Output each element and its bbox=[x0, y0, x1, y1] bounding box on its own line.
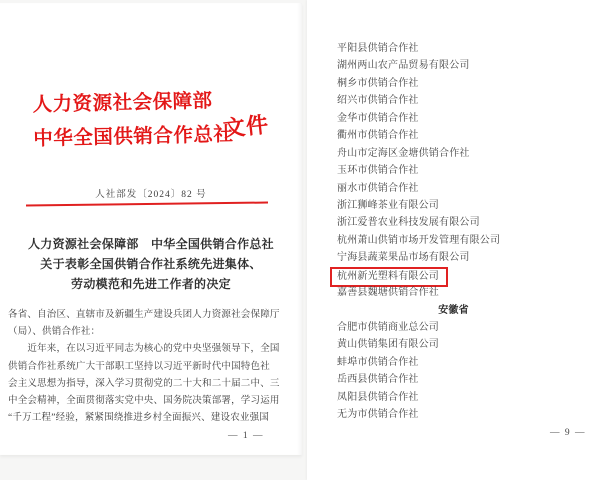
list-item: 合肥市供销商业总公司 bbox=[337, 322, 439, 333]
body-line: （局）、供销合作社： bbox=[8, 327, 101, 338]
page-number-9: — 9 — bbox=[550, 428, 586, 438]
list-item: 蚌埠市供销合作社 bbox=[337, 356, 419, 368]
body-line: 近年来，在以习近平同志为核心的党中央坚强领导下，全国 bbox=[8, 344, 280, 355]
list-item-highlighted bbox=[307, 267, 600, 284]
letterhead bbox=[0, 89, 302, 163]
agency-line-2: 中华全国供销合作总社 bbox=[33, 124, 234, 150]
list-item: 嘉善县魏塘供销合作社 bbox=[337, 287, 439, 299]
list-item: 无为市供销合作社 bbox=[337, 409, 419, 421]
list-item: 湖州两山农产品贸易有限公司 bbox=[337, 60, 470, 72]
list-item: 玉环市供销合作社 bbox=[337, 165, 419, 177]
title-line-3: 劳动模范和先进工作者的决定 bbox=[71, 277, 231, 291]
red-divider-line bbox=[26, 202, 268, 207]
awardee-list bbox=[307, 40, 600, 424]
document-title bbox=[0, 234, 302, 294]
highlighted-company-name: 杭州新光塑料有限公司 bbox=[337, 270, 439, 282]
list-item: 桐乡市供销合作社 bbox=[337, 77, 419, 89]
list-item: 杭州萧山供销市场开发管理有限公司 bbox=[337, 234, 501, 246]
body-line: 中全会精神，全面贯彻落实党中央、国务院决策部署，学习运用 bbox=[8, 396, 280, 407]
page-number-1: — 1 — bbox=[228, 431, 264, 441]
document-page-1 bbox=[0, 3, 302, 455]
list-item: 丽水市供销合作社 bbox=[337, 182, 419, 194]
list-item: 舟山市定海区金塘供销合作社 bbox=[337, 147, 470, 159]
title-line-2: 关于表彰全国供销合作社系统先进集体、 bbox=[40, 257, 262, 271]
document-number: 人社部发〔2024〕82 号 bbox=[95, 190, 207, 200]
list-item: 绍兴市供销合作社 bbox=[337, 95, 419, 107]
title-line-1: 人力资源社会保障部 中华全国供销合作总社 bbox=[27, 237, 274, 251]
body-line: 各省、自治区、直辖市及新疆生产建设兵团人力资源社会保障厅 bbox=[8, 310, 280, 320]
list-item: 浙江狮峰茶业有限公司 bbox=[337, 199, 439, 211]
agency-line-1: 人力资源社会保障部 bbox=[32, 90, 213, 117]
list-item: 衢州市供销合作社 bbox=[337, 130, 419, 142]
list-item: 宁海县蔬菜果品市场有限公司 bbox=[337, 252, 470, 264]
list-item: 凤阳县供销合作社 bbox=[337, 391, 419, 403]
list-item: 金华市供销合作社 bbox=[337, 112, 419, 124]
body-line: “千万工程”经验，紧紧围绕推进乡村全面振兴、建设农业强国 bbox=[8, 413, 270, 424]
document-body bbox=[8, 307, 294, 427]
list-item: 平阳县供销合作社 bbox=[337, 43, 419, 54]
list-item: 黄山供销集团有限公司 bbox=[337, 339, 439, 351]
list-item: 浙江爱普农业科技发展有限公司 bbox=[337, 217, 480, 229]
issuing-agencies bbox=[32, 84, 234, 157]
document-page-9 bbox=[307, 0, 600, 480]
body-line: 供销合作社系统广大干部职工坚持以习近平新时代中国特色社 bbox=[8, 361, 270, 372]
list-item: 岳西县供销合作社 bbox=[337, 374, 419, 386]
document-type-label: 文件 bbox=[221, 111, 271, 142]
body-line: 会主义思想为指导，深入学习贯彻党的二十大和二十届二中、三 bbox=[8, 378, 280, 389]
province-section-heading: 安徽省 bbox=[438, 304, 469, 316]
